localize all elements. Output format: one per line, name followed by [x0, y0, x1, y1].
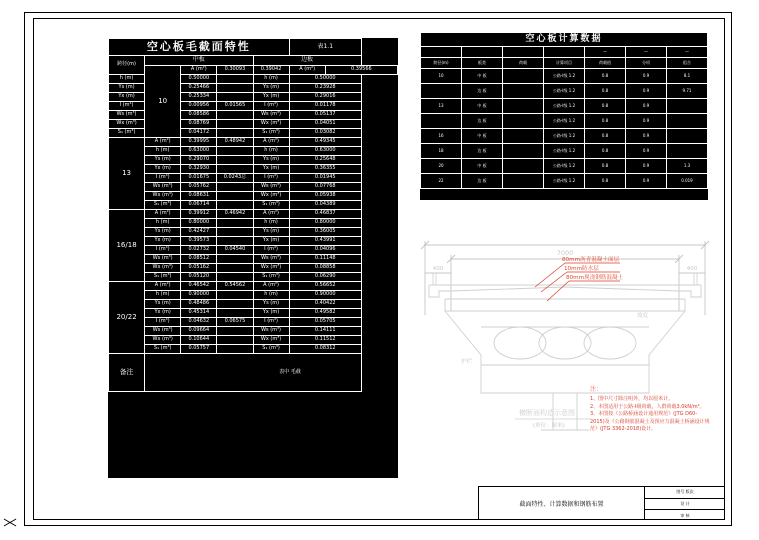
- calc-header-cell: [421, 47, 462, 58]
- row-value: 0.08512: [181, 255, 217, 264]
- row-value: 0.01945: [289, 174, 361, 183]
- row-value-alt: [217, 219, 253, 228]
- row-label: Wx (m³): [109, 120, 145, 129]
- row-value: 0.39995: [181, 138, 217, 147]
- row-label: Ys (m): [145, 300, 181, 309]
- row-value: 0.29070: [181, 156, 217, 165]
- calc-cell: 公路-Ⅰ级 1.2: [544, 99, 585, 114]
- row-value: 0.05762: [181, 183, 217, 192]
- calc-subheader-cell: 荷载值: [585, 58, 626, 69]
- callout-waterproof: 10mm防水层: [564, 266, 599, 272]
- row-value: 0.46837: [289, 210, 361, 219]
- calc-subheader-cell: 板类: [462, 58, 503, 69]
- row-value-alt: [217, 111, 253, 120]
- calc-cell: 公路-Ⅰ级 1.2: [544, 144, 585, 159]
- calc-cell: 边 板: [462, 144, 503, 159]
- row-value: 0.80000: [289, 219, 361, 228]
- note-item: 2、本图适用于公路-Ⅰ级荷载，人群荷载3.0kN/m²。: [590, 403, 705, 410]
- calc-subheader-cell: 计算项目: [544, 58, 585, 69]
- footer-label: 备注: [109, 354, 145, 392]
- section-table-number: 表1.1: [289, 39, 361, 56]
- calc-cell: 0.8: [585, 129, 626, 144]
- calc-cell: 0.8: [585, 99, 626, 114]
- calc-cell: 8.1: [667, 69, 708, 84]
- table-row: [421, 129, 708, 144]
- row-value: 0.06290: [289, 273, 361, 282]
- table-row: [421, 174, 708, 189]
- row-label: Ws (m³): [253, 183, 289, 192]
- calc-subheader-cell: 跨径(m): [421, 58, 462, 69]
- row-label: A (m²): [145, 210, 181, 219]
- row-value: 0.08586: [181, 111, 217, 120]
- row-label: Ws (m³): [109, 111, 145, 120]
- calc-cell: 中 板: [462, 129, 503, 144]
- row-value: 0.50000: [181, 75, 217, 84]
- row-label: Ys (m): [145, 228, 181, 237]
- calc-header-cell: [544, 47, 585, 58]
- row-value: 0.05120: [181, 273, 217, 282]
- row-value: 0.40422: [289, 300, 361, 309]
- row-value: 0.90000: [181, 291, 217, 300]
- row-label: A (m²): [145, 282, 181, 291]
- calc-cell: [667, 99, 708, 114]
- section-table-title: 空心板毛截面特性: [109, 39, 290, 56]
- table-row: [421, 144, 708, 159]
- calc-cell: 0.9: [626, 174, 667, 189]
- drawing-caption: 横断面构造示意图: [519, 409, 575, 417]
- row-value-alt: [217, 120, 253, 129]
- table-row: [421, 84, 708, 99]
- title-block: [478, 486, 725, 520]
- table-row: [421, 69, 708, 84]
- row-label: A (m²): [289, 66, 325, 75]
- row-label: Yx (m): [253, 237, 289, 246]
- row-value: 0.23928: [289, 84, 361, 93]
- row-value: 0.49345: [289, 138, 361, 147]
- row-value: 0.09664: [181, 327, 217, 336]
- row-value: 0.04172: [181, 129, 217, 138]
- row-label: Wx (m³): [253, 120, 289, 129]
- calc-cell: [503, 129, 544, 144]
- row-label: A (m²): [253, 282, 289, 291]
- row-value-alt: [217, 129, 253, 138]
- row-label: h (m): [145, 219, 181, 228]
- table-row: [421, 99, 708, 114]
- calc-cell: 18: [421, 144, 462, 159]
- group-header-mid: 中板: [145, 56, 253, 66]
- calc-cell: 16: [421, 129, 462, 144]
- row-value-alt: [217, 291, 253, 300]
- row-label: A (m²): [253, 210, 289, 219]
- row-label: I (m⁴): [145, 318, 181, 327]
- row-label: Yx (m): [253, 309, 289, 318]
- calc-subheader-cell: 荷载: [503, 58, 544, 69]
- row-label: Ws (m³): [145, 327, 181, 336]
- calc-cell: 0.9: [626, 99, 667, 114]
- row-value-alt: [217, 93, 253, 102]
- row-label: Ys (m): [253, 84, 289, 93]
- row-value-alt: [217, 255, 253, 264]
- row-value: 0.25648: [289, 156, 361, 165]
- row-value-alt: [217, 345, 253, 354]
- span-value-16-18: 16/18: [109, 210, 145, 282]
- calc-cell: [503, 159, 544, 174]
- row-label: I (m⁴): [253, 174, 289, 183]
- title-block-caption: 截面特性、计算数据和钢筋布置: [519, 500, 604, 508]
- row-label: A (m²): [181, 66, 217, 75]
- row-value: 0.04389: [289, 201, 361, 210]
- calc-cell: 边 板: [462, 84, 503, 99]
- row-label: Wx (m³): [253, 336, 289, 345]
- span-value-10: 10: [145, 66, 181, 138]
- calc-table-title: 空心板计算数据: [421, 33, 708, 47]
- row-value: 0.80000: [181, 219, 217, 228]
- row-label: S₁ (m³): [253, 345, 289, 354]
- row-value-alt: 0.06575: [217, 318, 253, 327]
- row-value-alt: 0.54562: [217, 282, 253, 291]
- row-value-alt: [217, 183, 253, 192]
- row-value-alt: [217, 228, 253, 237]
- row-value-alt: 0.01565: [217, 102, 253, 111]
- row-value: 0.02732: [181, 246, 217, 255]
- row-value: 0.07768: [289, 183, 361, 192]
- calc-cell: 公路-Ⅰ级 1.2: [544, 159, 585, 174]
- row-value: 0.05705: [289, 318, 361, 327]
- row-label: S₁ (m³): [145, 345, 181, 354]
- row-label: Yx (m): [253, 165, 289, 174]
- row-label: h (m): [253, 75, 289, 84]
- row-value: 0.05162: [181, 264, 217, 273]
- row-value-alt: [217, 264, 253, 273]
- footer-text: 表中 毛截: [145, 354, 362, 392]
- row-value-alt: [217, 201, 253, 210]
- row-label: Yx (m): [145, 165, 181, 174]
- row-label: Ys (m): [253, 228, 289, 237]
- row-value: 0.50000: [289, 75, 361, 84]
- row-label: h (m): [109, 75, 145, 84]
- calc-cell: [503, 114, 544, 129]
- row-value: 0.08858: [289, 264, 361, 273]
- row-value: 0.63000: [181, 147, 217, 156]
- row-label: Ws (m³): [145, 255, 181, 264]
- row-value-alt: [217, 336, 253, 345]
- calc-header-cell: [462, 47, 503, 58]
- row-label: Wx (m³): [145, 192, 181, 201]
- row-value: 0.30093: [217, 66, 253, 75]
- row-label: h (m): [253, 147, 289, 156]
- row-value: 0.11512: [289, 336, 361, 345]
- row-value: 0.25466: [181, 84, 217, 93]
- row-value: 0.36355: [289, 165, 361, 174]
- calc-cell: [503, 99, 544, 114]
- calc-cell: [503, 174, 544, 189]
- row-label: Ys (m): [109, 84, 145, 93]
- calc-cell: 边 板: [462, 174, 503, 189]
- calc-cell: 0.9: [626, 69, 667, 84]
- row-label: Wx (m³): [253, 264, 289, 273]
- row-label: Ws (m³): [253, 111, 289, 120]
- calc-cell: [667, 114, 708, 129]
- row-value: 0.49582: [289, 309, 361, 318]
- calc-cell: 0.9: [626, 159, 667, 174]
- row-value: 0.25334: [181, 93, 217, 102]
- row-value-alt: 0.04540: [217, 246, 253, 255]
- row-value: 0.04096: [289, 246, 361, 255]
- calc-cell: 0.9: [626, 114, 667, 129]
- calc-header-cell: —: [585, 47, 626, 58]
- row-label: Ys (m): [145, 156, 181, 165]
- row-label: S₁ (m³): [145, 201, 181, 210]
- row-label: Yx (m): [253, 93, 289, 102]
- row-label: Yx (m): [145, 237, 181, 246]
- row-value-alt: [217, 237, 253, 246]
- dim-left-label: 400: [432, 266, 444, 272]
- calc-cell: [421, 84, 462, 99]
- label-rail: 护栏: [461, 359, 473, 365]
- row-label: Ws (m³): [253, 327, 289, 336]
- row-label: A (m²): [145, 138, 181, 147]
- calc-cell: [667, 144, 708, 159]
- row-label: h (m): [145, 147, 181, 156]
- calc-cell: [503, 84, 544, 99]
- row-value: 0.10644: [181, 336, 217, 345]
- row-label: A (m²): [253, 138, 289, 147]
- calc-cell: 0.8: [585, 159, 626, 174]
- row-value: 0.90000: [289, 291, 361, 300]
- row-value: 0.14111: [289, 327, 361, 336]
- calc-header-cell: —: [667, 47, 708, 58]
- row-value: 0.06714: [181, 201, 217, 210]
- row-value-alt: [217, 327, 253, 336]
- row-value: 0.43991: [289, 237, 361, 246]
- title-block-cell: 审 核: [680, 512, 690, 518]
- calc-cell: 10: [421, 69, 462, 84]
- row-label: S₁ (m³): [253, 273, 289, 282]
- table-row: [421, 114, 708, 129]
- row-value: 0.39573: [181, 237, 217, 246]
- row-value-alt: [217, 147, 253, 156]
- row-value: 0.48486: [181, 300, 217, 309]
- row-label: S₁ (m³): [145, 273, 181, 282]
- row-label: S₁ (m³): [109, 129, 145, 138]
- calc-cell: 0.8: [585, 114, 626, 129]
- row-value-alt: [217, 309, 253, 318]
- row-label: Ws (m³): [145, 183, 181, 192]
- row-label: I (m⁴): [253, 318, 289, 327]
- row-value-alt: [217, 300, 253, 309]
- row-label: Ys (m): [253, 156, 289, 165]
- calc-cell: 中 板: [462, 69, 503, 84]
- row-value: 0.46542: [181, 282, 217, 291]
- row-value-alt: 0.46942: [217, 210, 253, 219]
- row-value: 0.63000: [289, 147, 361, 156]
- calc-cell: 0.9: [626, 84, 667, 99]
- row-value-alt: 0.48942: [217, 138, 253, 147]
- calc-cell: 0.9: [626, 129, 667, 144]
- row-label: I (m⁴): [145, 246, 181, 255]
- calc-cell: 0.9: [626, 144, 667, 159]
- callout-concrete: 80mm现浇钢筋混凝土: [566, 275, 624, 281]
- row-label: h (m): [145, 291, 181, 300]
- section-properties-table: [108, 38, 398, 478]
- notes-title: 注：: [590, 386, 603, 393]
- row-label: Ws (m³): [253, 255, 289, 264]
- calc-data-table: [420, 32, 708, 200]
- calc-cell: 9.71: [667, 84, 708, 99]
- title-block-cell: 设 计: [645, 499, 725, 511]
- row-value: 0.36005: [289, 228, 361, 237]
- row-value: 0.00956: [181, 102, 217, 111]
- calc-cell: 公路-Ⅰ级 1.2: [544, 114, 585, 129]
- row-value: 0.11148: [289, 255, 361, 264]
- row-value: 0.56652: [289, 282, 361, 291]
- group-header-side: 边板: [253, 56, 361, 66]
- row-label: I (m⁴): [109, 102, 145, 111]
- calc-header-cell: [503, 47, 544, 58]
- span-value-13: 13: [109, 138, 145, 210]
- calc-cell: 边 板: [462, 114, 503, 129]
- row-value: 0.42427: [181, 228, 217, 237]
- calc-cell: 公路-Ⅰ级 1.2: [544, 174, 585, 189]
- row-value: 0.01178: [289, 102, 361, 111]
- calc-cell: 0.8: [585, 69, 626, 84]
- row-value: 0.39912: [181, 210, 217, 219]
- row-value-alt: [217, 273, 253, 282]
- notes-block: [590, 385, 710, 434]
- row-label: Yx (m): [145, 309, 181, 318]
- calc-cell: 0.8: [585, 174, 626, 189]
- span-value-20-22: 20/22: [109, 282, 145, 354]
- row-value-alt: 0.0243总: [217, 174, 253, 183]
- row-value-alt: [217, 165, 253, 174]
- row-value: 0.08312: [289, 345, 361, 354]
- row-label: h (m): [253, 219, 289, 228]
- calc-cell: 20: [421, 159, 462, 174]
- row-value: 0.04632: [181, 318, 217, 327]
- calc-cell: 13: [421, 99, 462, 114]
- row-value: 0.03082: [289, 129, 361, 138]
- label-slope: 坡度: [637, 313, 649, 319]
- row-value: 0.45314: [181, 309, 217, 318]
- calc-cell: 中 板: [462, 159, 503, 174]
- row-label: I (m⁴): [145, 174, 181, 183]
- dim-right-label: 400: [686, 266, 698, 272]
- row-value: 0.08631: [181, 192, 217, 201]
- row-value-alt: [217, 84, 253, 93]
- calc-cell: 0.8: [585, 84, 626, 99]
- span-header: 跨径(m): [109, 56, 145, 75]
- row-label: I (m⁴): [253, 102, 289, 111]
- corner-mark-icon: [3, 515, 17, 529]
- note-item: 1、图中尺寸除注明外，均以厘米计。: [590, 396, 674, 402]
- title-block-cell: 图号 版次: [645, 487, 725, 499]
- note-item: 3、本图按《公路桥涵设计通用规范》(JTG D60-2015)及《公路钢筋混凝土及预应力混凝土桥涵设计规范》(JTG 3362-2018)设计。: [590, 411, 710, 432]
- calc-cell: 1.3: [667, 159, 708, 174]
- calc-cell: [503, 69, 544, 84]
- callout-asphalt: 80mm沥青混凝土面层: [562, 257, 620, 263]
- row-value-alt: [217, 192, 253, 201]
- calc-cell: 公路-Ⅰ级 1.2: [544, 69, 585, 84]
- row-value: 0.39566: [325, 66, 397, 75]
- drawing-caption-unit: (单位：厘米): [533, 423, 565, 429]
- row-value: 0.05137: [289, 111, 361, 120]
- row-label: I (m⁴): [253, 246, 289, 255]
- row-value: 0.05757: [181, 345, 217, 354]
- dim-inner-label: 7000: [556, 249, 574, 257]
- row-value: 0.04051: [289, 120, 361, 129]
- row-value: 0.01675: [181, 174, 217, 183]
- row-value: 0.08769: [181, 120, 217, 129]
- row-value-alt: [217, 156, 253, 165]
- row-label: Wx (m³): [145, 336, 181, 345]
- row-label: S₁ (m³): [253, 129, 289, 138]
- row-value: 0.32930: [181, 165, 217, 174]
- row-value: 0.29016: [289, 93, 361, 102]
- calc-cell: 0.8: [585, 144, 626, 159]
- calc-cell: [503, 144, 544, 159]
- calc-cell: 中 板: [462, 99, 503, 114]
- title-block-cells: [644, 487, 725, 519]
- row-label: Wx (m³): [253, 192, 289, 201]
- calc-cell: 0.019: [667, 174, 708, 189]
- calc-cell: 公路-Ⅰ级 1.2: [544, 84, 585, 99]
- calc-header-cell: —: [626, 47, 667, 58]
- row-value-alt: [217, 75, 253, 84]
- row-value: 0.05938: [289, 192, 361, 201]
- table-row: [421, 159, 708, 174]
- row-value-alt: 0.39042: [253, 66, 289, 75]
- row-label: S₁ (m³): [253, 201, 289, 210]
- calc-cell: [421, 114, 462, 129]
- calc-cell: [667, 129, 708, 144]
- row-label: h (m): [253, 291, 289, 300]
- row-label: Yx (m): [109, 93, 145, 102]
- calc-cell: 公路-Ⅰ级 1.2: [544, 129, 585, 144]
- calc-subheader-cell: 分项: [626, 58, 667, 69]
- calc-subheader-cell: 组合: [667, 58, 708, 69]
- row-label: Wx (m³): [145, 264, 181, 273]
- calc-cell: 22: [421, 174, 462, 189]
- row-label: Ys (m): [253, 300, 289, 309]
